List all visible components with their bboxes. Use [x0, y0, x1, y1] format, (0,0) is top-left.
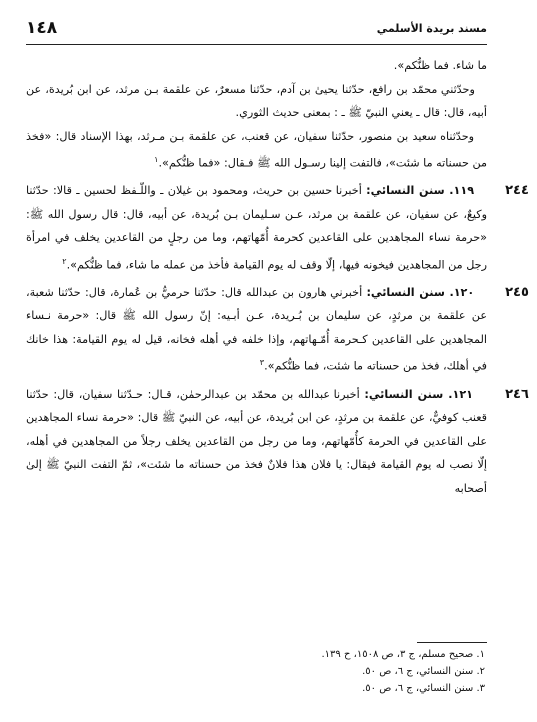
footnote-ref: ١ — [154, 155, 159, 164]
paragraph-text: وحدّثني محمّد بن رافع، حدّثنا يحيىٰ بن آدم، حدّثنا مسعرٌ، عن علقمة بـن مرثد، عن ابن بُريدة، عن أبيه، قال: قال ـ يعني النبيّ ﷺ ـ : بمعنى حديث الثوري. — [26, 82, 487, 119]
page-header — [26, 18, 487, 45]
hadith-source: ١١٩. سنن النسائي: — [366, 184, 475, 198]
footnote-ref: ٢ — [62, 256, 67, 266]
page-number: ١٤٨ — [26, 18, 58, 38]
paragraph-text: وحدّثناه سعيد بن منصور، حدّثنا سفيان، عن قعنب، عن علقمة بـن مـرثد، بهذا الإسناد قال: «فخذ من حسناته ما شئت»، فالتفت إلينا رسـول الله ﷺ فـقال: «فما ظنُّكم». — [26, 129, 487, 170]
hadith-body: أخبرنا حسين بن حريث، ومحمود بن غيلان ـ واللّـفظ لحسين ـ قالا: حدّثنا وكيعٌ، عن سفيان، عن علقمة بن مرثد، عـن سـليمان بـن بُريدة، عن أبيه، قال: قال رسول الله ﷺ: «حرمة نساء المجاهدين على القاعدين كحرمة أُمّهاتهم، وما من رجلٍ من القاعدين يخلف في امرأة رجل من المجاهدين فيخونه فيها، إلّا وقف له يوم القيامة فأخذ من عمله ما شاء، فما ظنُّكم». — [26, 184, 487, 272]
hadith-text — [26, 179, 487, 277]
page-body — [26, 54, 529, 500]
footnote: ٢. سنن النسائي، ج ٦، ص ٥٠. — [362, 666, 485, 677]
paragraph — [26, 125, 487, 176]
footnote: ١. صحيح مسلم، ج ٣، ص ١٥٠٨، ح ١٣٩. — [321, 649, 485, 660]
footnote-separator — [417, 642, 487, 643]
hadith-entry — [26, 383, 529, 501]
hadith-source: ١٢٠. سنن النسائي: — [366, 285, 475, 299]
hadith-number: ٢٤٦ — [505, 386, 529, 402]
hadith-number: ٢٤٤ — [505, 183, 529, 199]
hadith-text — [26, 281, 487, 379]
running-title: مسند بريدة الأسلمي — [376, 22, 487, 35]
paragraph — [26, 78, 487, 125]
hadith-source: ١٢١. سنن النسائي: — [364, 387, 473, 401]
hadith-entry — [26, 281, 529, 379]
footnote-ref: ٣ — [259, 358, 265, 368]
footnote: ٣. سنن النسائي، ج ٦، ص ٥٠. — [362, 683, 485, 694]
hadith-number: ٢٤٥ — [505, 284, 529, 300]
hadith-body: أخبرني هارون بن عبدالله قال: حدّثنا حرميُّ بن عُمارة، قال: حدّثنا شعبة، عن علقمة بن مرثدٍ، عن سليمان بن بُـريدة، عـن أبـيه: إنّ رسول الله ﷺ قال: «حرمة نـساء المجاهدين على القاعدين كـحرمة أُمّـهاتهم، وإذا خلفه في أهله فخانه، قيل له يوم القيامة: هذا خانك في أهلك، فخذ من حسناته ما شئت، فما ظنُّكم». — [26, 285, 487, 374]
footnotes — [125, 646, 485, 697]
hadith-text — [26, 383, 487, 501]
hadith-entry — [26, 179, 529, 277]
hadith-body: أخبرنا عبدالله بن محمّد بن عبدالرحمٰن، قـال: حـدّثنا سفيان، قال: حدّثنا قعنب كوفيٌّ، عن علقمة بن مرثدٍ، عن ابن بُريدة، عن أبيه، عن النبيّ ﷺ قال: «حرمة نساء المجاهدين على القاعدين في الحرمة كأُمّهاتهم، وما من رجل من القاعدين يخلف رجلاً من المجاهدين في أهله، إلّا نصب له يوم القيامة فيقال: يا فلان هذا فلانٌ فخذ من حسناته ما شئت»، ثمّ التفت النبيّ ﷺ إلىٰ أصحابه — [26, 387, 487, 495]
continuation-line: ما شاء. فما ظنُّكم». — [393, 59, 487, 72]
